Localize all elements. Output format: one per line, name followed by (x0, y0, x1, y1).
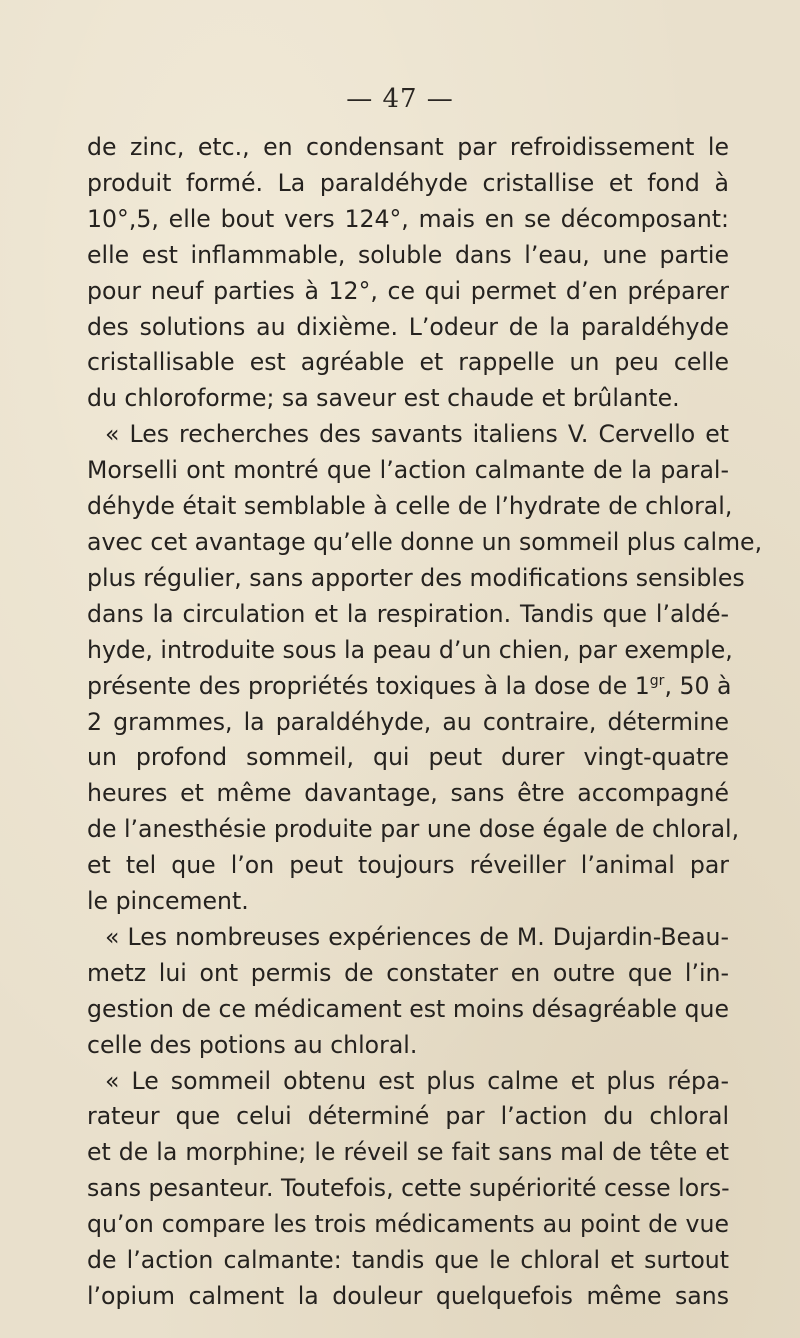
text-line (87, 238, 729, 274)
text-line (87, 1207, 729, 1243)
text-line-content: « Le sommeil obtenu est plus calme et plus répa- (105, 1066, 729, 1095)
text-line-content: cristallisable est agréable et rappelle un peu celle (87, 348, 729, 377)
text-line-content: heures et même davantage, sans être accompagné (87, 779, 729, 808)
text-line (87, 310, 729, 346)
text-line-content: sans pesanteur. Toutefois, cette supériorité cesse lors- (87, 1174, 730, 1203)
text-line-content: pour neuf parties à 12°, ce qui permet d’en préparer (87, 276, 729, 305)
text-line (87, 884, 729, 920)
text-line (87, 920, 729, 956)
text-line-content: de zinc, etc., en condensant par refroidissement le (87, 133, 729, 161)
text-line-content: 10°,5, elle bout vers 124°, mais en se décomposant: (87, 204, 729, 233)
text-line-content: plus régulier, sans apporter des modifications sensibles (87, 563, 745, 592)
text-line-content: du chloroforme; sa saveur est chaude et brûlante. (87, 384, 680, 413)
text-line (87, 776, 729, 812)
text-line (87, 274, 729, 310)
text-line-content: un profond sommeil, qui peut durer vingt-quatre (87, 743, 729, 772)
text-line-content: qu’on compare les trois médicaments au point de vue (87, 1210, 729, 1239)
text-line (87, 489, 733, 525)
text-line (87, 633, 733, 669)
text-line (87, 130, 729, 166)
text-line (87, 669, 732, 705)
body-text (87, 130, 763, 1315)
text-line (87, 1028, 729, 1064)
text-line (87, 453, 729, 489)
text-line (87, 166, 729, 202)
text-line-content: rateur que celui déterminé par l’action du chloral (87, 1102, 729, 1131)
text-line-content: le pincement. (87, 887, 249, 916)
text-line-content: de l’anesthésie produite par une dose égale de chloral, (87, 815, 740, 844)
text-line (87, 1135, 729, 1171)
text-line-content: de l’action calmante: tandis que le chloral et surtout (87, 1246, 729, 1275)
text-line (87, 848, 729, 884)
text-line (87, 202, 729, 238)
text-line-content: dans la circulation et la respiration. Tandis que l’aldé- (87, 599, 729, 628)
text-line-content: metz lui ont permis de constater en outre que l’in- (87, 958, 729, 987)
text-line (87, 561, 745, 597)
page-number: — 47 — (346, 84, 454, 114)
text-line (87, 992, 729, 1028)
text-line-content: « Les recherches des savants italiens V. Cervello et (105, 420, 729, 449)
text-line (87, 525, 763, 561)
text-line-content: et de la morphine; le réveil se fait sans mal de tête et (87, 1138, 729, 1167)
text-line-content: des solutions au dixième. L’odeur de la paraldéhyde (87, 312, 729, 341)
text-line (87, 705, 729, 741)
text-line-content: Morselli ont montré que l’action calmante de la paral- (87, 456, 729, 485)
text-line-content: et tel que l’on peut toujours réveiller l’animal par (87, 851, 729, 880)
text-line (87, 1243, 729, 1279)
text-line-content: hyde, introduite sous la peau d’un chien, par exemple, (87, 635, 733, 664)
text-line (87, 1171, 729, 1207)
text-line-content: elle est inflammable, soluble dans l’eau, une partie (87, 240, 729, 269)
text-line-content: déhyde était semblable à celle de l’hydrate de chloral, (87, 492, 733, 521)
text-line-continuation: , 50 à (664, 671, 732, 700)
text-line (87, 345, 729, 381)
text-line-content: avec cet avantage qu’elle donne un sommeil plus calme, (87, 527, 763, 556)
superscript-unit: gr (649, 672, 665, 689)
text-line (87, 597, 729, 633)
text-line-content: « Les nombreuses expériences de M. Dujardin-Beau- (105, 922, 729, 951)
text-line-content: l’opium calment la douleur quelquefois même sans (87, 1282, 729, 1310)
text-line-content: produit formé. La paraldéhyde cristallise et fond à (87, 168, 729, 197)
text-line (87, 1099, 729, 1135)
text-line-content: gestion de ce médicament est moins désagréable que (87, 994, 729, 1023)
text-line (87, 1279, 729, 1315)
text-line-content: celle des potions au chloral. (87, 1030, 418, 1059)
text-line (87, 740, 729, 776)
text-line-content: 2 grammes, la paraldéhyde, au contraire, détermine (87, 707, 729, 736)
text-line (87, 956, 729, 992)
text-line-content: présente des propriétés toxiques à la dose de 1 (87, 671, 650, 700)
text-line (87, 381, 729, 417)
text-line (87, 1064, 729, 1100)
text-line (87, 417, 729, 453)
text-line (87, 812, 740, 848)
